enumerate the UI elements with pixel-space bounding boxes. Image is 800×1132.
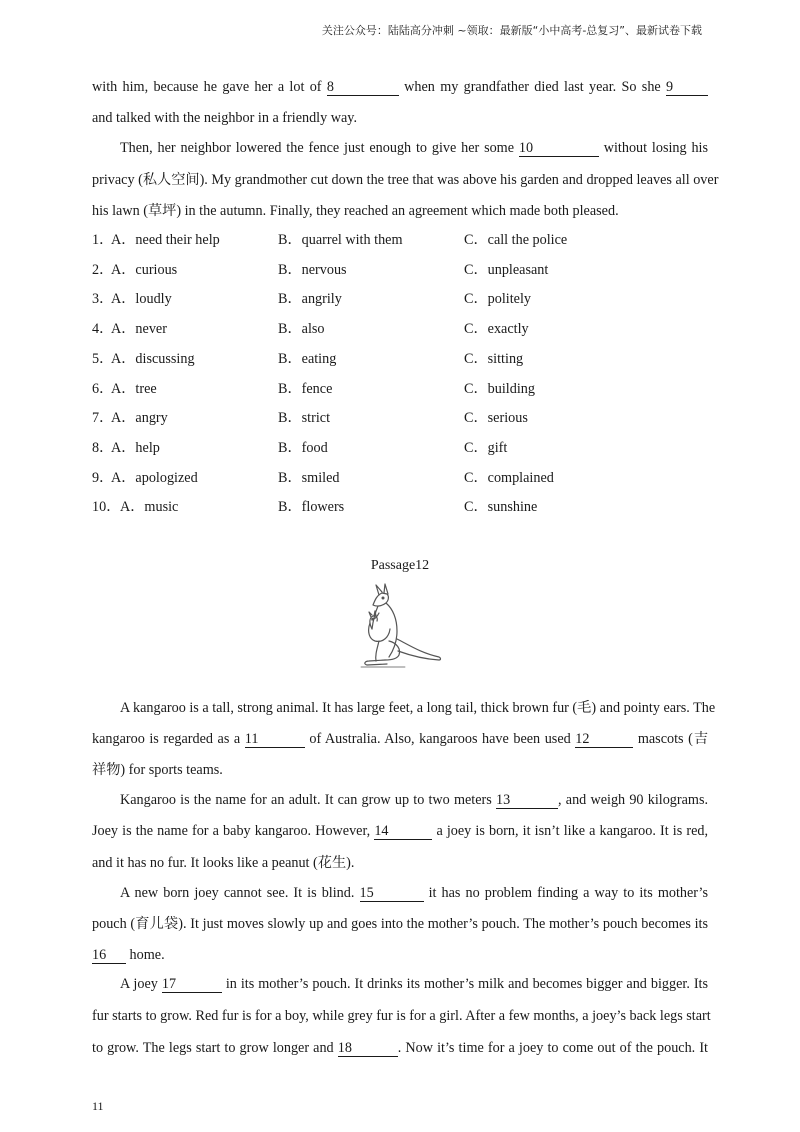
kangaroo-illustration — [355, 583, 445, 671]
option-b: B．eating — [278, 350, 337, 367]
paragraph-line: Then, her neighbor lowered the fence just enough to give her some 10 without losing his — [120, 140, 708, 156]
blank-8: 8 — [327, 79, 399, 96]
question-number: 1． — [92, 232, 114, 248]
option-row — [92, 408, 708, 428]
question-number: 4． — [92, 321, 114, 338]
passage-title: Passage12 — [370, 558, 430, 573]
page-header: 关注公众号：陆陆高分冲刺 ~领取：最新版“小中高考-总复习”、最新试卷下载 — [321, 24, 702, 37]
option-row — [92, 379, 708, 399]
option-b: B．flowers — [278, 499, 345, 516]
paragraph-line: his lawn (草坪) in the autumn. Finally, they reached an agreement which made both pleased. — [92, 203, 619, 219]
option-c: C．politely — [464, 291, 531, 308]
option-row — [92, 289, 708, 309]
paragraph-line: A kangaroo is a tall, strong animal. It has large feet, a long tail, thick brown fur (毛) and pointy ears. The — [120, 700, 716, 716]
paragraph-line: privacy (私人空间). My grandmother cut down the tree that was above his garden and dropped leaves all over — [92, 172, 719, 188]
option-b: B．smiled — [278, 469, 340, 486]
option-c: C．sitting — [464, 350, 524, 367]
option-a: A．need their help — [111, 232, 220, 248]
option-c: C．exactly — [464, 321, 529, 338]
question-number: 6． — [92, 380, 114, 397]
option-b: B．quarrel with them — [278, 232, 403, 248]
question-number: 5． — [92, 350, 114, 367]
option-b: B．strict — [278, 410, 331, 427]
option-b: B．food — [278, 439, 328, 456]
option-a: A．curious — [111, 261, 178, 278]
option-row — [92, 497, 708, 517]
option-row — [92, 260, 708, 280]
paragraph-line: A new born joey cannot see. It is blind. 15 it has no problem finding a way to its mother’s — [120, 885, 709, 901]
paragraph-line: 16 home. — [92, 947, 165, 963]
option-c: C．gift — [464, 439, 508, 456]
option-b: B．angrily — [278, 291, 342, 308]
paragraph-line: fur starts to grow. Red fur is for a boy, while grey fur is for a girl. After a few months, a joey’s back legs start — [92, 1008, 711, 1024]
page-number: 11 — [92, 1099, 104, 1113]
option-a: A．help — [111, 439, 160, 456]
paragraph-line: kangaroo is regarded as a 11 of Australia. Also, kangaroos have been used 12 mascots (吉 — [92, 731, 709, 747]
blank-10: 10 — [519, 140, 599, 157]
option-a: A．music — [120, 499, 179, 516]
option-b: B．also — [278, 321, 325, 338]
option-row — [92, 319, 708, 339]
blank-14: 14 — [374, 823, 432, 840]
option-b: B．fence — [278, 380, 333, 397]
blank-11: 11 — [245, 731, 305, 748]
question-number: 2． — [92, 261, 114, 278]
blank-18: 18 — [338, 1040, 398, 1057]
option-c: C．serious — [464, 410, 528, 427]
question-number: 7． — [92, 410, 114, 427]
option-row — [92, 230, 708, 250]
question-number: 8． — [92, 439, 114, 456]
option-a: A．tree — [111, 380, 157, 397]
paragraph-line: Kangaroo is the name for an adult. It can grow up to two meters 13 , and weigh 90 kilograms. — [120, 792, 709, 808]
question-number: 9． — [92, 469, 114, 486]
blank-12: 12 — [575, 731, 633, 748]
option-c: C．complained — [464, 469, 554, 486]
option-row — [92, 349, 708, 369]
question-number: 3． — [92, 291, 114, 308]
question-number: 10． — [92, 499, 121, 516]
option-a: A．angry — [111, 410, 168, 427]
option-row — [92, 468, 708, 488]
option-a: A．loudly — [111, 291, 172, 308]
option-c: C．sunshine — [464, 499, 538, 516]
option-c: C．building — [464, 380, 535, 397]
paragraph-line: Joey is the name for a baby kangaroo. However, 14 a joey is born, it isn’t like a kangaroo. It is red, — [92, 823, 709, 839]
blank-9: 9 — [666, 79, 708, 96]
paragraph-line: to grow. The legs start to grow longer and 18 . Now it’s time for a joey to come out of the pouch. It — [92, 1040, 708, 1056]
paragraph-line: 祥物) for sports teams. — [92, 762, 223, 778]
blank-15: 15 — [360, 885, 424, 902]
paragraph-line: pouch (育儿袋). It just moves slowly up and goes into the mother’s pouch. The mother’s pouch becomes its — [92, 916, 708, 932]
option-a: A．apologized — [111, 469, 198, 486]
blank-17: 17 — [162, 976, 222, 993]
paragraph-line: and talked with the neighbor in a friendly way. — [92, 110, 358, 126]
paragraph-line: A joey 17 in its mother’s pouch. It drinks its mother’s milk and becomes bigger and bigger. Its — [120, 976, 709, 992]
blank-13: 13 — [496, 792, 558, 809]
paragraph-line: with him, because he gave her a lot of 8 when my grandfather died last year. So she 9 — [92, 77, 708, 97]
option-c: C．call the police — [464, 232, 568, 248]
option-row — [92, 438, 708, 458]
option-a: A．discussing — [111, 350, 195, 367]
option-c: C．unpleasant — [464, 261, 549, 278]
paragraph-line: and it has no fur. It looks like a peanut (花生). — [92, 855, 355, 871]
option-a: A．never — [111, 321, 167, 338]
option-b: B．nervous — [278, 261, 347, 278]
blank-16: 16 — [92, 947, 126, 964]
